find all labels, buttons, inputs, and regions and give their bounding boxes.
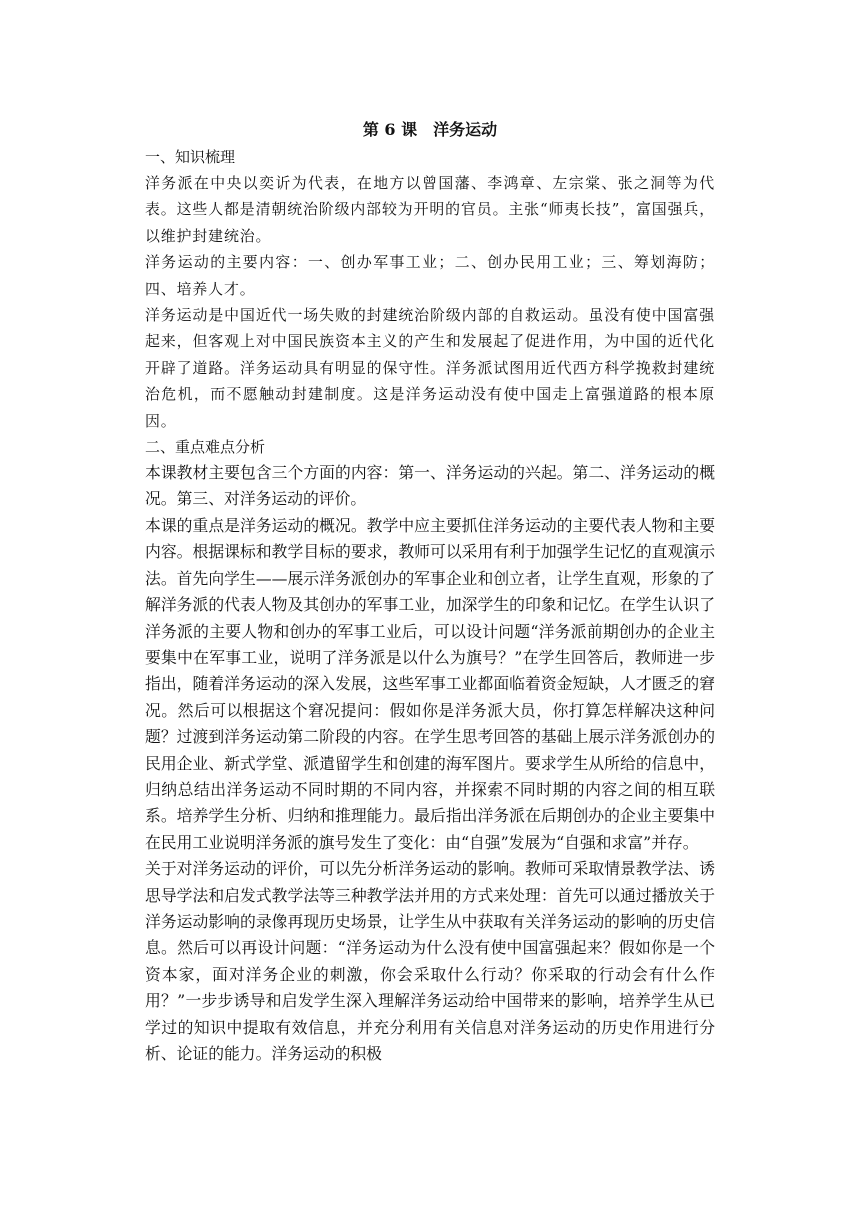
paragraph: 洋务派在中央以奕䜣为代表，在地方以曾国藩、李鸿章、左宗棠、张之洞等为代表。这些人都是清朝统治阶级内部较为开明的官员。主张“师夷长技”，富国强兵，以维护封建统治。 xyxy=(145,174,715,245)
paragraph: 本课的重点是洋务运动的概况。教学中应主要抓住洋务运动的主要代表人物和主要内容。根据课标和教学目标的要求，教师可以采用有利于加强学生记忆的直观演示法。首先向学生——展示洋务派创办的军事企业和创立者，让学生直观，形象的了解洋务派的代表人物及其创办的军事工业，加深学生的印象和记忆。在学生认识了洋务派的主要人物和创办的军事工业后，可以设计问题“洋务派前期创办的企业主要集中在军事工业，说明了洋务派是以什么为旗号？”在学生回答后，教师进一步指出，随着洋务运动的深入发展，这些军事工业都面临着资金短缺，人才匮乏的窘况。然后可以根据这个窘况提问：假如你是洋务派大员，你打算怎样解决这种问题？过渡到洋务运动第二阶段的内容。在学生思考回答的基础上展示洋务派创办的民用企业、新式学堂、派遣留学生和创建的海军图片。要求学生从所给的信息中，归纳总结出洋务运动不同时期的不同内容，并探索不同时期的内容之间的相互联系。培养学生分析、归纳和推理能力。最后指出洋务派在后期创办的企业主要集中在民用工业说明洋务派的旗号发生了变化：由“自强”发展为“自强和求富”并存。 xyxy=(145,515,715,852)
document-page xyxy=(145,118,715,1067)
section-heading-knowledge: 一、知识梳理 xyxy=(145,148,236,166)
paragraph: 洋务运动是中国近代一场失败的封建统治阶级内部的自救运动。虽没有使中国富强起来，但客观上对中国民族资本主义的产生和发展起了促进作用，为中国的近代化开辟了道路。洋务运动具有明显的保守性。洋务派试图用近代西方科学挽救封建统治危机，而不愿触动封建制度。这是洋务运动没有使中国走上富强道路的根本原因。 xyxy=(145,306,715,430)
section-heading-analysis: 二、重点难点分析 xyxy=(145,438,266,457)
lesson-title: 第 6 课 洋务运动 xyxy=(362,120,498,139)
paragraph: 本课教材主要包含三个方面的内容：第一、洋务运动的兴起。第二、洋务运动的概况。第三、对洋务运动的评价。 xyxy=(145,463,715,509)
paragraph: 洋务运动的主要内容：一、创办军事工业；二、创办民用工业；三、筹划海防；四、培养人才。 xyxy=(145,253,715,298)
paragraph: 关于对洋务运动的评价，可以先分析洋务运动的影响。教师可采取情景教学法、诱思导学法和启发式教学法等三种教学法并用的方式来处理：首先可以通过播放关于洋务运动影响的录像再现历史场景，让学生从中获取有关洋务运动的影响的历史信息。然后可以再设计问题：“洋务运动为什么没有使中国富强起来？假如你是一个资本家，面对洋务企业的刺激，你会采取什么行动？你采取的行动会有什么作用？”一步步诱导和启发学生深入理解洋务运动给中国带来的影响，培养学生从已学过的知识中提取有效信息，并充分利用有关信息对洋务运动的历史作用进行分析、论证的能力。洋务运动的积极 xyxy=(145,859,715,1063)
